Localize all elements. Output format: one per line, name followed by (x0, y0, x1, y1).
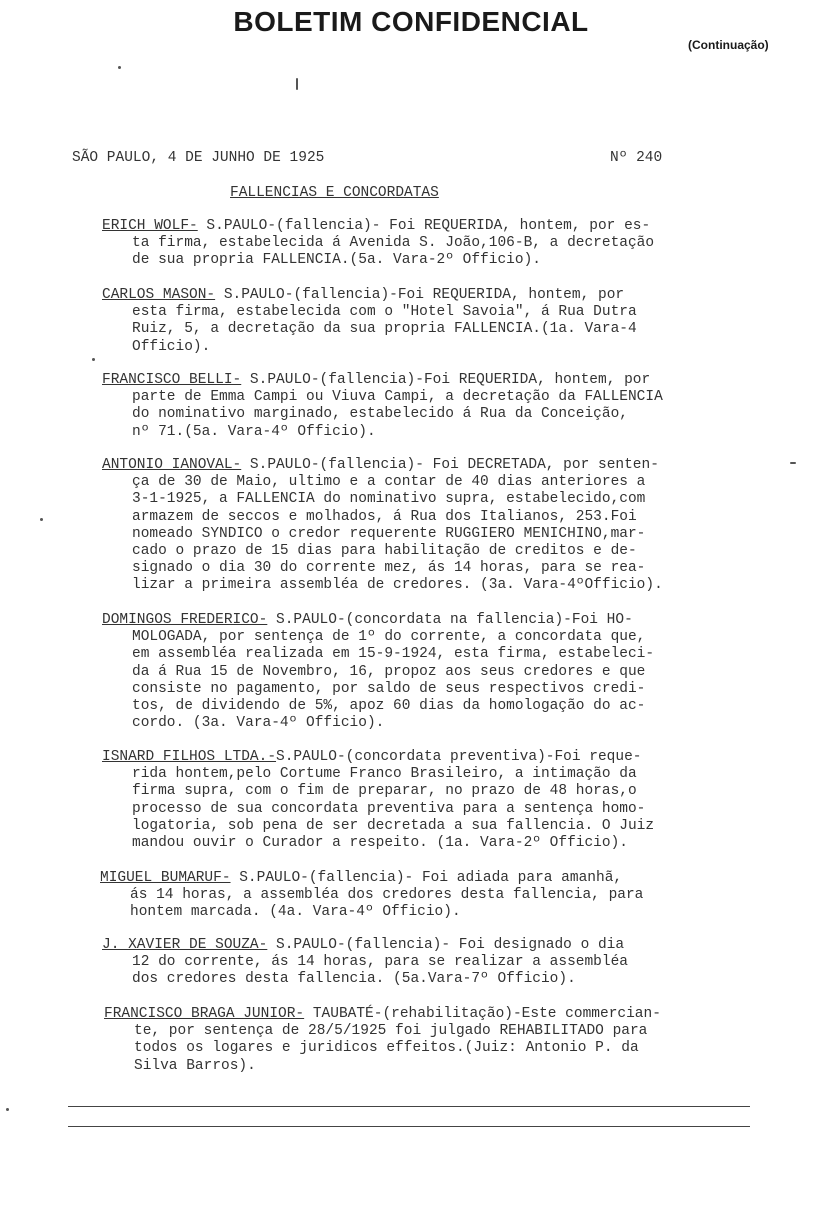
dateline: SÃO PAULO, 4 DE JUNHO DE 1925 (72, 150, 325, 166)
entry-domingos-frederico (102, 612, 762, 732)
entry-line: dos credores desta fallencia. (5a.Vara-7º Officio). (132, 971, 576, 988)
entry-name: CARLOS MASON- (102, 287, 216, 303)
entry-name: DOMINGOS FREDERICO- (102, 612, 268, 628)
entry-line: Officio). (132, 338, 211, 355)
entry-line: S.PAULO-(fallencia)- Foi adiada para amanhã, (230, 870, 623, 886)
entry-line: nº 71.(5a. Vara-4º Officio). (132, 423, 376, 440)
paper-speck (40, 518, 43, 521)
entry-line: cordo. (3a. Vara-4º Officio). (132, 715, 385, 732)
entry-line: tos, de dividendo de 5%, apoz 60 dias da homologação do ac- (132, 698, 646, 715)
entry-name: J. XAVIER DE SOUZA- (102, 937, 268, 953)
entry-isnard-filhos (102, 749, 762, 852)
entry-line: de sua propria FALLENCIA.(5a. Vara-2º Officio). (132, 252, 541, 269)
entry-line: 3-1-1925, a FALLENCIA do nominativo supra, estabelecido,com (132, 491, 646, 508)
entry-line: Silva Barros). (134, 1057, 256, 1074)
entry-line: S.PAULO-(concordata na fallencia)-Foi HO- (267, 612, 633, 628)
entry-francisco-braga-junior (104, 1006, 764, 1075)
entry-line: rida hontem,pelo Cortume Franco Brasileiro, a intimação da (132, 766, 637, 783)
entry-name: ISNARD FILHOS LTDA.- (102, 749, 277, 765)
entry-line: S.PAULO-(fallencia)- Foi REQUERIDA, hontem, por es- (197, 218, 651, 234)
entry-line: te, por sentença de 28/5/1925 foi julgado REHABILITADO para (134, 1023, 648, 1040)
paper-speck (118, 66, 121, 69)
paper-speck (790, 462, 796, 464)
paper-speck (92, 358, 95, 361)
entry-name: ERICH WOLF- (102, 218, 198, 234)
paper-speck (6, 1108, 9, 1111)
entry-line: armazem de seccos e molhados, á Rua dos Italianos, 253.Foi (132, 508, 637, 525)
bulletin-title: BOLETIM CONFIDENCIAL (233, 6, 589, 37)
entry-miguel-bumaruf (100, 870, 760, 922)
entry-line: ça de 30 de Maio, ultimo e a contar de 40 dias anteriores a (132, 474, 646, 491)
entry-line: logatoria, sob pena de ser decretada a sua fallencia. O Juiz (132, 817, 655, 834)
entry-line: S.PAULO-(fallencia)-Foi REQUERIDA, hontem, por (241, 372, 651, 388)
entry-antonio-ianoval (102, 457, 762, 595)
entry-line: esta firma, estabelecida com o "Hotel Savoia", á Rua Dutra (132, 304, 637, 321)
entry-name: FRANCISCO BELLI- (102, 372, 242, 388)
entry-line: todos os logares e juridicos effeitos.(Juiz: Antonio P. da (134, 1040, 639, 1057)
divider-rule (68, 1126, 750, 1127)
entry-line: Ruiz, 5, a decretação da sua propria FALLENCIA.(1a. Vara-4 (132, 321, 637, 338)
entry-carlos-mason (102, 287, 762, 356)
entry-line: hontem marcada. (4a. Vara-4º Officio). (130, 904, 461, 921)
bulletin-number: Nº 240 (610, 150, 663, 166)
paper-speck (296, 78, 298, 90)
entry-line: do nominativo marginado, estabelecido á Rua da Conceição, (132, 406, 628, 423)
entry-line: consiste no pagamento, por saldo de seus respectivos credi- (132, 680, 646, 697)
entry-line: ta firma, estabelecida á Avenida S. João,106-B, a decretação (132, 235, 655, 252)
entry-line: ás 14 horas, a assembléa dos credores desta fallencia, para (130, 887, 644, 904)
entry-line: S.PAULO-(fallencia)-Foi REQUERIDA, hontem, por (215, 287, 625, 303)
entry-name: ANTONIO IANOVAL- (102, 457, 242, 473)
entry-line: nomeado SYNDICO o credor requerente RUGGIERO MENICHINO,mar- (132, 525, 646, 542)
entry-name: MIGUEL BUMARUF- (100, 870, 231, 886)
entry-line: lizar a primeira assembléa de credores. (3a. Vara-4ºOfficio). (132, 577, 663, 594)
entry-line: cado o prazo de 15 dias para habilitação de creditos e de- (132, 543, 637, 560)
entry-line: S.PAULO-(fallencia)- Foi designado o dia (267, 937, 625, 953)
entry-line: S.PAULO-(concordata preventiva)-Foi reque- (276, 749, 642, 765)
entry-line: MOLOGADA, por sentença de 1º do corrente, a concordata que, (132, 629, 646, 646)
entry-line: 12 do corrente, ás 14 horas, para se realizar a assembléa (132, 954, 628, 971)
entry-line: mandou ouvir o Curador a respeito. (1a. Vara-2º Officio). (132, 835, 628, 852)
section-heading: FALLENCIAS E CONCORDATAS (230, 185, 439, 201)
entry-j-xavier-de-souza (102, 937, 762, 989)
divider-rule (68, 1106, 750, 1107)
continuation-label: (Continuação) (688, 38, 769, 52)
entry-line: S.PAULO-(fallencia)- Foi DECRETADA, por senten- (241, 457, 659, 473)
entry-line: TAUBATÉ-(rehabilitação)-Este commercian- (304, 1006, 661, 1022)
entry-name: FRANCISCO BRAGA JUNIOR- (104, 1006, 305, 1022)
entry-line: em assembléa realizada em 15-9-1924, esta firma, estabeleci- (132, 646, 655, 663)
entry-erich-wolf (102, 218, 762, 270)
entry-line: processo de sua concordata preventiva para a sentença homo- (132, 800, 646, 817)
entry-line: firma supra, com o fim de preparar, no prazo de 48 horas,o (132, 783, 637, 800)
entry-line: signado o dia 30 do corrente mez, ás 14 horas, para se rea- (132, 560, 646, 577)
entry-line: da á Rua 15 de Novembro, 16, propoz aos seus credores e que (132, 663, 646, 680)
entry-francisco-belli (102, 372, 762, 441)
entry-line: parte de Emma Campi ou Viuva Campi, a decretação da FALLENCIA (132, 389, 663, 406)
